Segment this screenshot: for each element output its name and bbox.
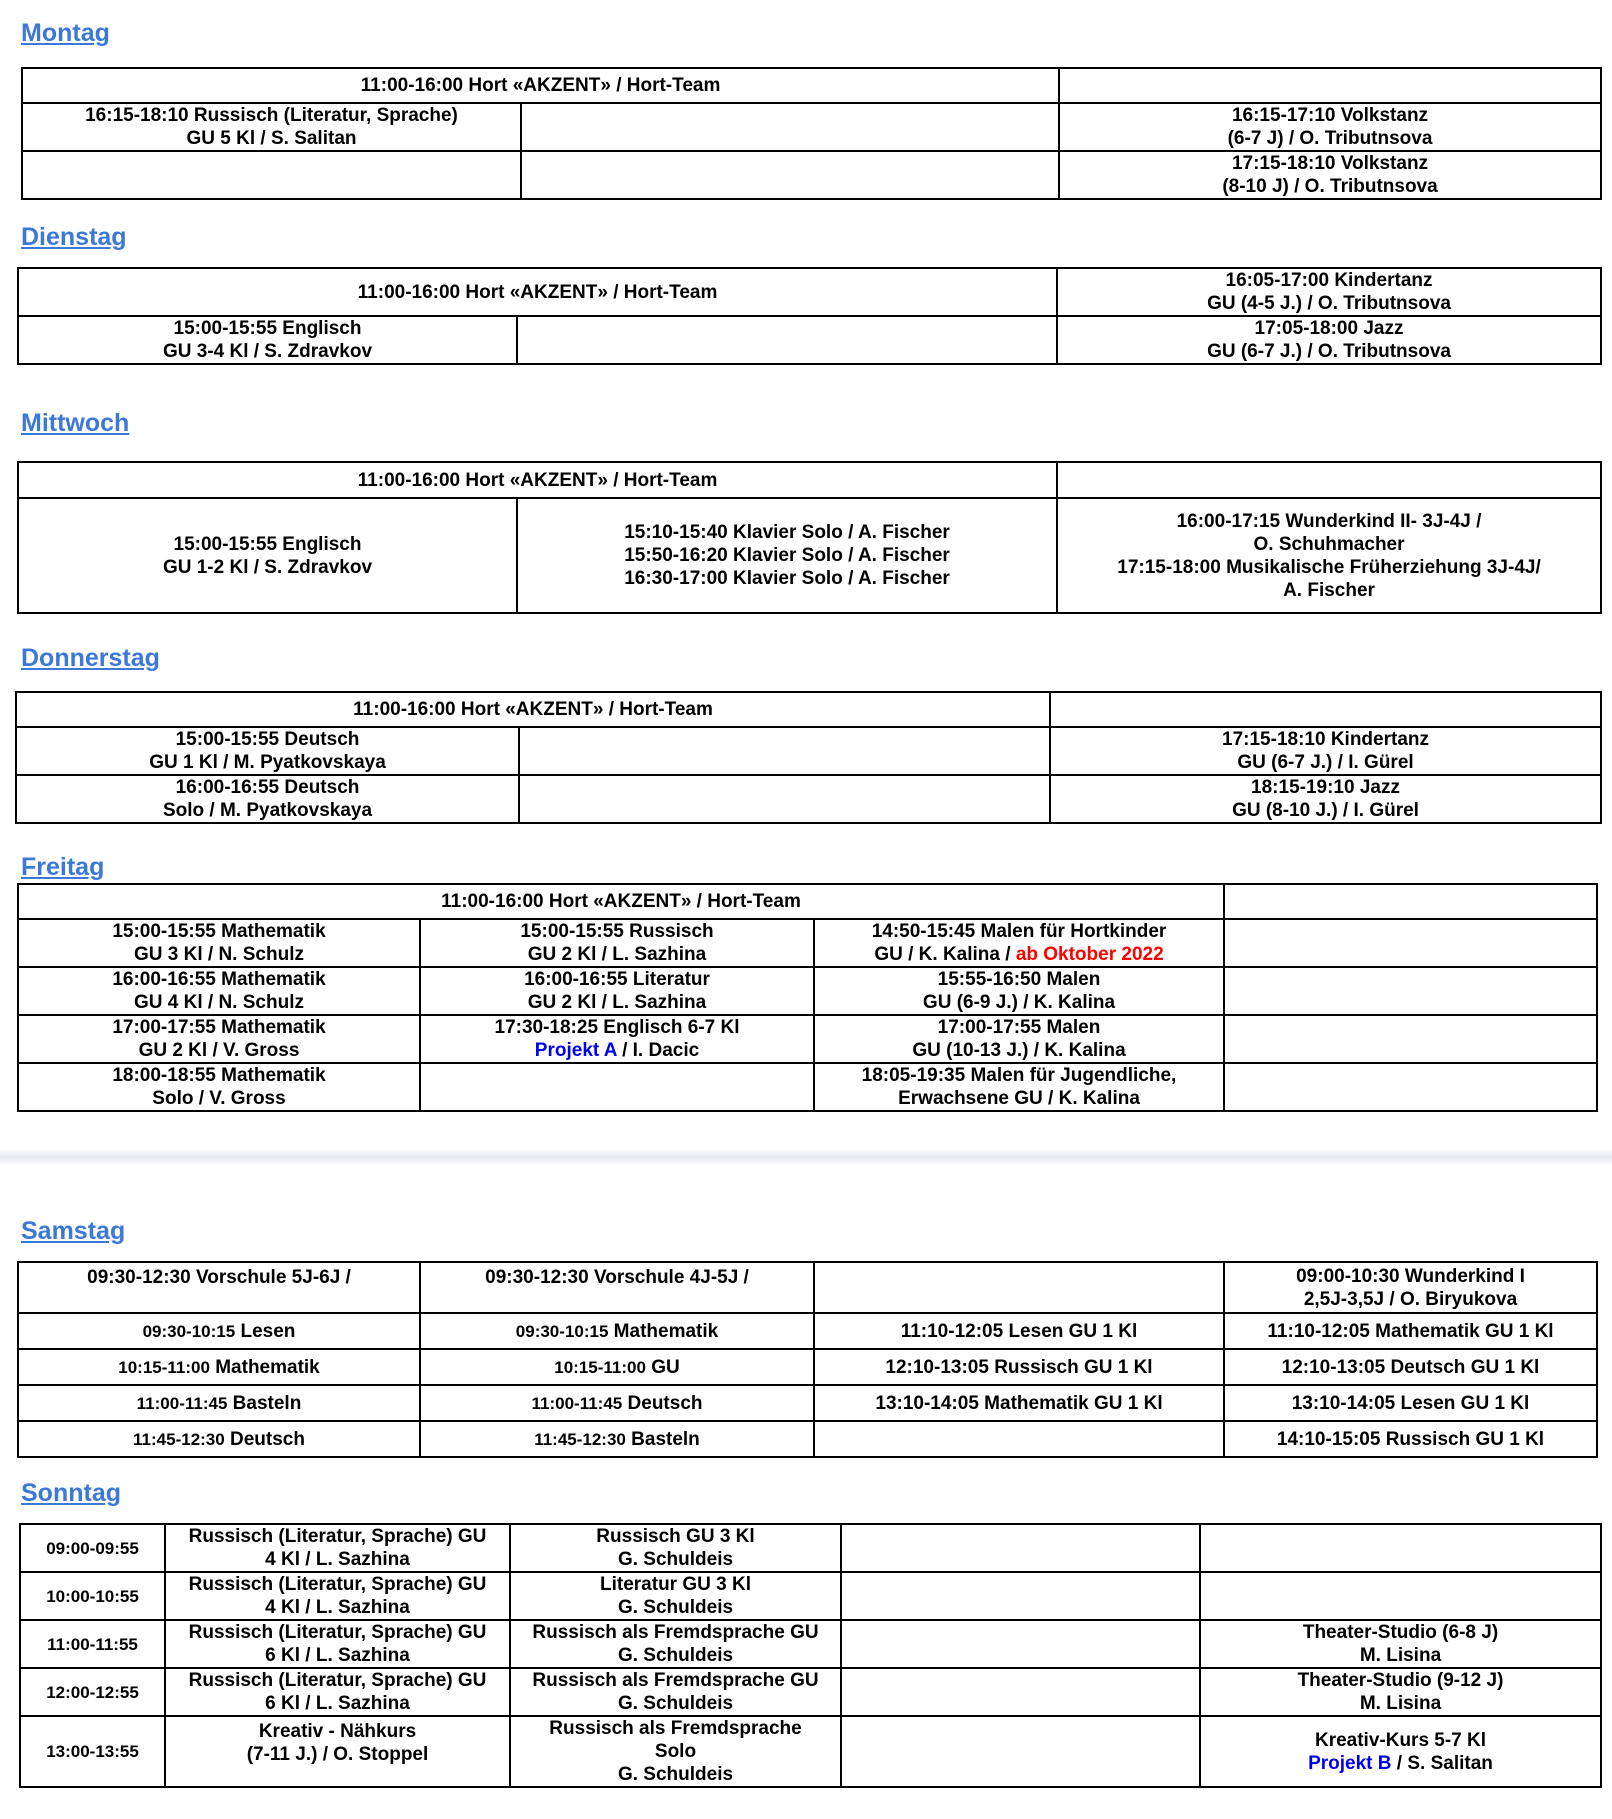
- class-cell: Kreativ-Kurs 5-7 Kl Projekt B / S. Salitan: [1200, 1716, 1601, 1787]
- class-cell: 15:10-15:40 Klavier Solo / A. Fischer 15:50-16:20 Klavier Solo / A. Fischer 16:30-17:00 Klavier Solo / A. Fischer: [517, 498, 1057, 613]
- day-heading-samstag[interactable]: Samstag: [21, 1217, 126, 1245]
- class-cell: 14:10-15:05 Russisch GU 1 Kl: [1224, 1421, 1597, 1457]
- class-cell: 11:45-12:30 Deutsch: [18, 1421, 420, 1457]
- schedule-table-dienstag: [17, 267, 1602, 365]
- class-cell: 11:00-11:45 Deutsch: [420, 1385, 814, 1421]
- empty-cell: [420, 1063, 814, 1111]
- empty-cell: [22, 151, 521, 199]
- class-cell: 18:15-19:10 Jazz GU (8-10 J.) / I. Gürel: [1050, 775, 1601, 823]
- hort-cell: 11:00-16:00 Hort «AKZENT» / Hort-Team: [16, 692, 1050, 727]
- day-heading-donnerstag[interactable]: Donnerstag: [21, 644, 160, 672]
- hort-cell: 11:00-16:00 Hort «AKZENT» / Hort-Team: [18, 884, 1224, 919]
- time-cell: 11:00-11:55: [20, 1620, 165, 1668]
- class-cell: 09:30-10:15 Mathematik: [420, 1313, 814, 1349]
- class-cell: 11:10-12:05 Lesen GU 1 Kl: [814, 1313, 1224, 1349]
- day-heading-montag[interactable]: Montag: [21, 19, 110, 47]
- time-cell: 13:00-13:55: [20, 1716, 165, 1787]
- class-cell: 15:00-15:55 Russisch GU 2 Kl / L. Sazhina: [420, 919, 814, 967]
- empty-cell: [1224, 884, 1597, 919]
- hort-cell: 11:00-16:00 Hort «AKZENT» / Hort-Team: [18, 268, 1057, 316]
- class-cell: Russisch als Fremdsprache GU G. Schuldeis: [510, 1620, 841, 1668]
- schedule-table-donnerstag: [15, 691, 1602, 824]
- projekt-b-link[interactable]: Projekt B: [1308, 1752, 1392, 1774]
- empty-cell: [814, 1421, 1224, 1457]
- class-cell: 15:00-15:55 Englisch GU 1-2 Kl / S. Zdravkov: [18, 498, 517, 613]
- page-separator: [0, 1149, 1612, 1165]
- class-cell: 16:00-16:55 Mathematik GU 4 Kl / N. Schulz: [18, 967, 420, 1015]
- empty-cell: [519, 727, 1050, 775]
- class-cell: 16:05-17:00 Kindertanz GU (4-5 J.) / O. Tributnsova: [1057, 268, 1601, 316]
- day-heading-mittwoch[interactable]: Mittwoch: [21, 409, 130, 437]
- empty-cell: [841, 1524, 1200, 1572]
- empty-cell: [1200, 1572, 1601, 1620]
- empty-cell: [519, 775, 1050, 823]
- day-heading-dienstag[interactable]: Dienstag: [21, 223, 127, 251]
- class-cell: 09:30-12:30 Vorschule 5J-6J /: [18, 1262, 420, 1313]
- class-cell: 15:00-15:55 Englisch GU 3-4 Kl / S. Zdravkov: [18, 316, 517, 364]
- time-cell: 12:00-12:55: [20, 1668, 165, 1716]
- projekt-a-link[interactable]: Projekt A: [534, 1040, 617, 1061]
- class-cell: 15:55-16:50 Malen GU (6-9 J.) / K. Kalina: [814, 967, 1224, 1015]
- empty-cell: [1059, 68, 1601, 103]
- empty-cell: [1200, 1524, 1601, 1572]
- class-teacher: / I. Dacic: [616, 1040, 700, 1061]
- class-cell: 12:10-13:05 Deutsch GU 1 Kl: [1224, 1349, 1597, 1385]
- time-cell: 10:00-10:55: [20, 1572, 165, 1620]
- empty-cell: [521, 103, 1059, 151]
- hort-cell: 11:00-16:00 Hort «AKZENT» / Hort-Team: [22, 68, 1059, 103]
- empty-cell: [1224, 1015, 1597, 1063]
- class-cell: 15:00-15:55 Mathematik GU 3 Kl / N. Schulz: [18, 919, 420, 967]
- schedule-table-mittwoch: [17, 461, 1602, 614]
- class-cell: 16:00-16:55 Literatur GU 2 Kl / L. Sazhina: [420, 967, 814, 1015]
- class-cell: Russisch als Fremdsprache GU G. Schuldeis: [510, 1668, 841, 1716]
- class-cell: 10:15-11:00 GU: [420, 1349, 814, 1385]
- schedule-table-freitag: [17, 883, 1598, 1112]
- day-heading-sonntag[interactable]: Sonntag: [21, 1479, 121, 1507]
- empty-cell: [841, 1572, 1200, 1620]
- class-cell: 11:10-12:05 Mathematik GU 1 Kl: [1224, 1313, 1597, 1349]
- class-cell: Kreativ - Nähkurs (7-11 J.) / O. Stoppel: [165, 1716, 510, 1787]
- empty-cell: [517, 316, 1057, 364]
- empty-cell: [841, 1668, 1200, 1716]
- time-cell: 09:00-09:55: [20, 1524, 165, 1572]
- class-cell: 12:10-13:05 Russisch GU 1 Kl: [814, 1349, 1224, 1385]
- class-cell: 18:00-18:55 Mathematik Solo / V. Gross: [18, 1063, 420, 1111]
- class-cell: 17:05-18:00 Jazz GU (6-7 J.) / O. Tributnsova: [1057, 316, 1601, 364]
- class-cell: 16:00-17:15 Wunderkind II- 3J-4J / O. Schuhmacher 17:15-18:00 Musikalische Früherziehung 3J-4J/ A. Fischer: [1057, 498, 1601, 613]
- empty-cell: [814, 1262, 1224, 1313]
- class-cell: 11:45-12:30 Basteln: [420, 1421, 814, 1457]
- class-cell: 16:15-17:10 Volkstanz (6-7 J) / O. Tributnsova: [1059, 103, 1601, 151]
- empty-cell: [1057, 462, 1601, 498]
- class-cell: Literatur GU 3 Kl G. Schuldeis: [510, 1572, 841, 1620]
- class-cell: 18:05-19:35 Malen für Jugendliche, Erwachsene GU / K. Kalina: [814, 1063, 1224, 1111]
- class-cell: Theater-Studio (6-8 J) M. Lisina: [1200, 1620, 1601, 1668]
- class-cell: 13:10-14:05 Lesen GU 1 Kl: [1224, 1385, 1597, 1421]
- class-cell: Theater-Studio (9-12 J) M. Lisina: [1200, 1668, 1601, 1716]
- class-teacher: GU / K. Kalina /: [874, 944, 1011, 965]
- class-cell: 16:15-18:10 Russisch (Literatur, Sprache) GU 5 Kl / S. Salitan: [22, 103, 521, 151]
- empty-cell: [1224, 967, 1597, 1015]
- class-cell: Russisch (Literatur, Sprache) GU 4 Kl / L. Sazhina: [165, 1524, 510, 1572]
- class-cell: 11:00-11:45 Basteln: [18, 1385, 420, 1421]
- class-cell: 10:15-11:00 Mathematik: [18, 1349, 420, 1385]
- class-cell: Russisch als Fremdsprache Solo G. Schuldeis: [510, 1716, 841, 1787]
- class-cell: 09:30-12:30 Vorschule 4J-5J /: [420, 1262, 814, 1313]
- day-heading-freitag[interactable]: Freitag: [21, 853, 105, 881]
- class-cell: 13:10-14:05 Mathematik GU 1 Kl: [814, 1385, 1224, 1421]
- empty-cell: [1050, 692, 1601, 727]
- class-cell: 14:50-15:45 Malen für Hortkinder GU / K. Kalina / ab Oktober 2022: [814, 919, 1224, 967]
- schedule-table-samstag: [17, 1261, 1598, 1458]
- class-cell: Russisch GU 3 Kl G. Schuldeis: [510, 1524, 841, 1572]
- class-cell: 17:00-17:55 Mathematik GU 2 Kl / V. Gross: [18, 1015, 420, 1063]
- empty-cell: [841, 1620, 1200, 1668]
- class-teacher: / S. Salitan: [1391, 1752, 1493, 1774]
- start-date-note: ab Oktober 2022: [1015, 944, 1164, 965]
- empty-cell: [1224, 1063, 1597, 1111]
- class-cell: 17:15-18:10 Kindertanz GU (6-7 J.) / I. Gürel: [1050, 727, 1601, 775]
- empty-cell: [841, 1716, 1200, 1787]
- class-cell: Russisch (Literatur, Sprache) GU 6 Kl / L. Sazhina: [165, 1668, 510, 1716]
- class-cell: 17:00-17:55 Malen GU (10-13 J.) / K. Kalina: [814, 1015, 1224, 1063]
- class-cell: 17:15-18:10 Volkstanz (8-10 J) / O. Tributnsova: [1059, 151, 1601, 199]
- class-cell: 15:00-15:55 Deutsch GU 1 Kl / M. Pyatkovskaya: [16, 727, 519, 775]
- class-cell: 17:30-18:25 Englisch 6-7 Kl Projekt A / I. Dacic: [420, 1015, 814, 1063]
- empty-cell: [1224, 919, 1597, 967]
- empty-cell: [521, 151, 1059, 199]
- class-cell: 09:30-10:15 Lesen: [18, 1313, 420, 1349]
- hort-cell: 11:00-16:00 Hort «AKZENT» / Hort-Team: [18, 462, 1057, 498]
- class-cell: Russisch (Literatur, Sprache) GU 4 Kl / L. Sazhina: [165, 1572, 510, 1620]
- schedule-table-sonntag: [19, 1523, 1602, 1788]
- schedule-table-montag: [21, 67, 1602, 200]
- class-cell: 09:00-10:30 Wunderkind I 2,5J-3,5J / O. Biryukova: [1224, 1262, 1597, 1313]
- class-cell: Russisch (Literatur, Sprache) GU 6 Kl / L. Sazhina: [165, 1620, 510, 1668]
- class-cell: 16:00-16:55 Deutsch Solo / M. Pyatkovskaya: [16, 775, 519, 823]
